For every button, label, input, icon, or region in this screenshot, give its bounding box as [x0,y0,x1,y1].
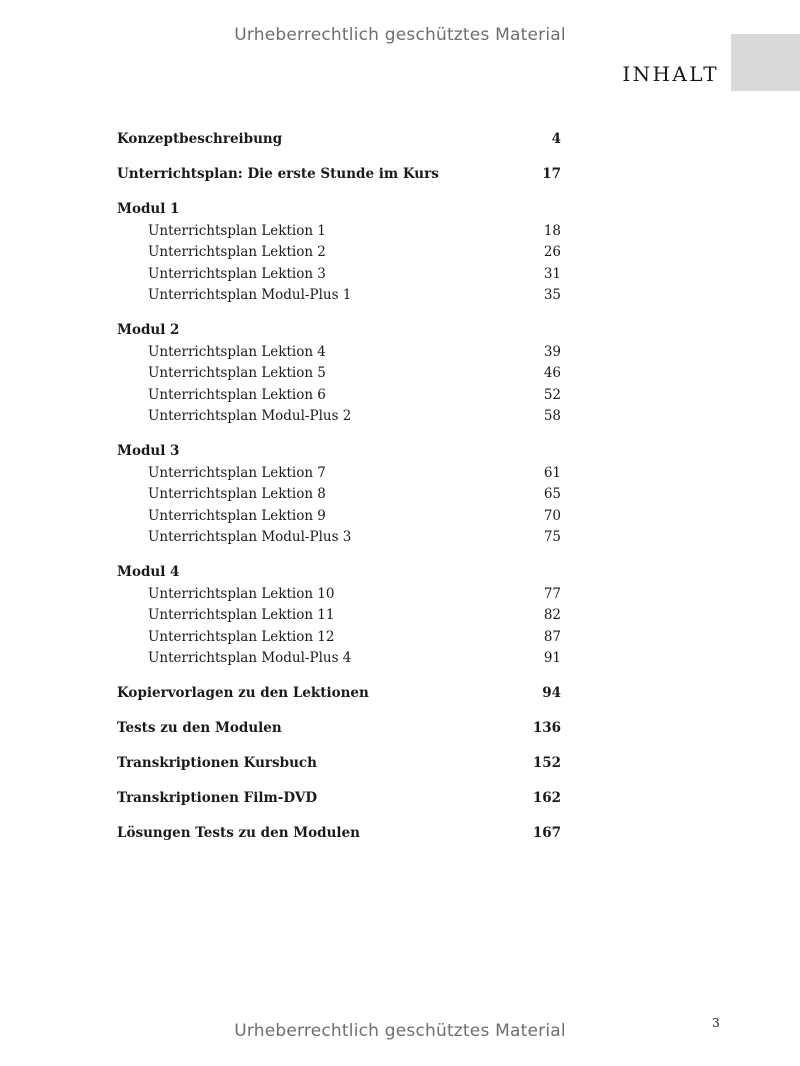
toc-entry-page: 167 [532,825,561,841]
toc-entry-page: 52 [543,386,561,403]
toc-entry-label: Unterrichtsplan Lektion 3 [148,265,326,282]
toc-entry-kopiervorlagen[interactable] [117,683,561,705]
toc-entry[interactable] [117,385,561,407]
toc-module-3 [117,441,561,549]
toc-entry[interactable] [117,506,561,528]
toc-entry-page: 91 [543,650,561,666]
module-title: Modul 3 [117,443,180,459]
toc-entry-label: Transkriptionen Kursbuch [117,755,317,771]
toc-entry-page: 65 [543,486,561,502]
page-title: INHALT [622,62,719,86]
toc-entry-label: Unterrichtsplan Modul-Plus 1 [148,287,352,303]
toc-entry-label: Unterrichtsplan Modul-Plus 4 [148,650,352,666]
toc-entry[interactable] [117,242,561,264]
toc-entry-label: Unterrichtsplan Lektion 2 [148,244,326,260]
toc-entry-label: Unterrichtsplan Lektion 9 [148,507,326,524]
module-title: Modul 2 [117,322,180,338]
toc-entry-erste-stunde[interactable] [117,164,561,186]
toc-entry-label: Unterrichtsplan Lektion 8 [148,486,326,502]
toc-entry-label: Unterrichtsplan Modul-Plus 3 [148,529,352,545]
toc-entry-label: Unterrichtsplan Lektion 1 [148,222,326,239]
toc-module-heading [117,320,561,342]
toc-entry[interactable] [117,484,561,506]
toc-entry-page: 82 [543,607,561,623]
toc-entry-label: Unterrichtsplan Lektion 10 [148,585,335,602]
toc-module-1 [117,199,561,307]
toc-entry-transkriptionen-kursbuch[interactable] [117,753,561,775]
module-title: Modul 4 [117,564,180,580]
toc-entry-page: 4 [551,131,561,147]
toc-entry-label: Unterrichtsplan Lektion 4 [148,343,326,360]
toc-entry-label: Tests zu den Modulen [117,720,282,736]
toc-entry-label: Unterrichtsplan: Die erste Stunde im Kurs [117,166,439,182]
toc-entry-label: Kopiervorlagen zu den Lektionen [117,685,369,701]
toc-entry-page: 136 [532,720,561,736]
toc-entry[interactable] [117,627,561,649]
toc-module-heading [117,562,561,584]
toc-module-4 [117,562,561,670]
toc-entry[interactable] [117,605,561,627]
toc-entry-label: Unterrichtsplan Lektion 12 [148,628,335,645]
toc-entry-label: Unterrichtsplan Lektion 11 [148,607,335,623]
toc-entry-loesungen[interactable] [117,823,561,845]
toc-entry-tests[interactable] [117,718,561,740]
toc-entry[interactable] [117,527,561,549]
toc-entry-page: 61 [543,464,561,481]
toc-entry-transkriptionen-film-dvd[interactable] [117,788,561,810]
toc-entry[interactable] [117,463,561,485]
table-of-contents [117,129,561,845]
chapter-tab [731,34,800,91]
toc-entry-page: 162 [532,790,561,806]
toc-entry-label: Unterrichtsplan Modul-Plus 2 [148,408,352,424]
toc-entry-page: 31 [543,265,561,282]
toc-entry-page: 94 [542,685,561,701]
toc-module-2 [117,320,561,428]
toc-entry-label: Unterrichtsplan Lektion 7 [148,464,326,481]
toc-entry-label: Unterrichtsplan Lektion 6 [148,386,326,403]
toc-entry-page: 87 [543,628,561,645]
toc-entry[interactable] [117,342,561,364]
page-number: 3 [712,1016,720,1030]
watermark-top: Urheberrechtlich geschütztes Material [234,25,566,45]
watermark-bottom: Urheberrechtlich geschütztes Material [234,1021,566,1041]
toc-entry[interactable] [117,648,561,670]
toc-entry-konzeptbeschreibung[interactable] [117,129,561,151]
toc-entry-page: 58 [543,408,561,424]
toc-entry[interactable] [117,363,561,385]
toc-entry-page: 17 [542,166,561,182]
toc-entry-label: Lösungen Tests zu den Modulen [117,825,360,841]
toc-module-heading [117,199,561,221]
toc-entry[interactable] [117,285,561,307]
module-title: Modul 1 [117,201,180,217]
toc-entry-page: 35 [543,287,561,303]
toc-entry-page: 39 [543,343,561,360]
toc-entry-page: 70 [543,507,561,524]
toc-entry-label: Konzeptbeschreibung [117,131,283,147]
toc-entry-label: Transkriptionen Film-DVD [117,790,318,806]
toc-entry-page: 26 [543,244,561,260]
toc-entry-page: 46 [543,365,561,381]
toc-entry[interactable] [117,221,561,243]
toc-entry-label: Unterrichtsplan Lektion 5 [148,365,326,381]
toc-entry[interactable] [117,264,561,286]
toc-entry[interactable] [117,406,561,428]
toc-entry-page: 77 [543,585,561,602]
toc-entry-page: 152 [532,755,561,771]
toc-entry[interactable] [117,584,561,606]
toc-entry-page: 18 [543,222,561,239]
toc-module-heading [117,441,561,463]
toc-entry-page: 75 [543,529,561,545]
